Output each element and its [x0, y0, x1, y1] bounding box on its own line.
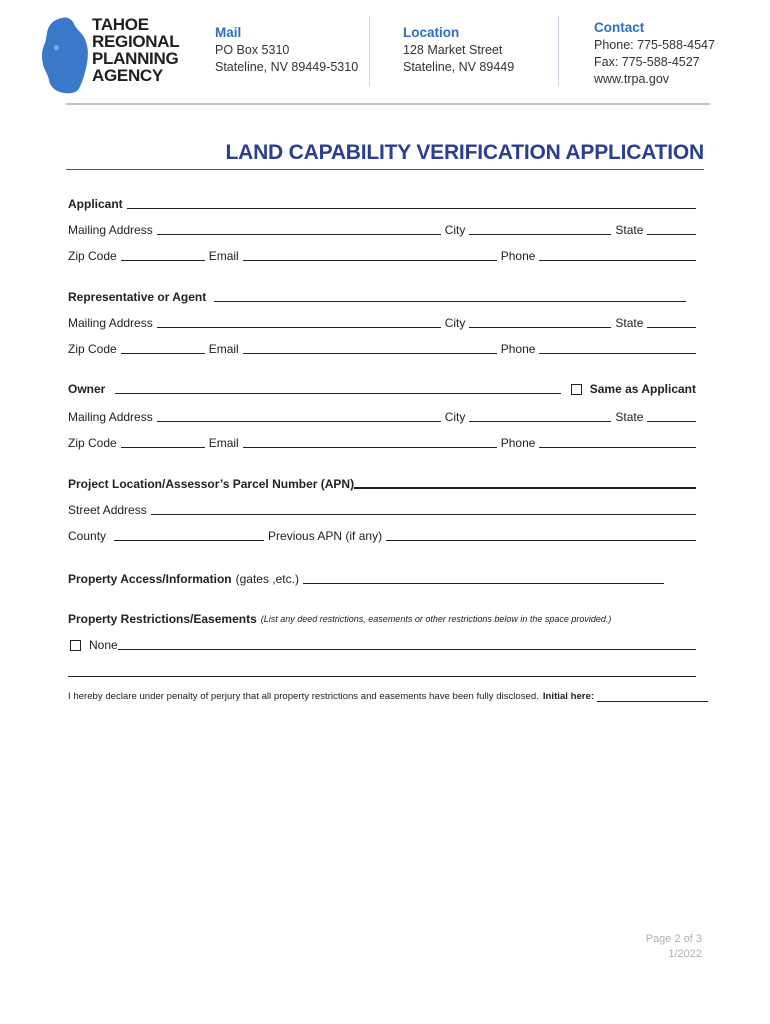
restrictions-label: Property Restrictions/Easements [68, 612, 257, 626]
phone-label: Phone [500, 436, 536, 450]
previous-apn-label: Previous APN (if any) [268, 529, 383, 543]
representative-field[interactable] [214, 301, 686, 302]
declaration-row [68, 690, 708, 704]
restrictions-row [68, 611, 696, 627]
city-field[interactable] [469, 421, 611, 422]
header-divider [558, 16, 559, 86]
email-label: Email [208, 436, 239, 450]
restrictions-extra-field[interactable] [68, 676, 696, 677]
initial-here-label: Initial here: [542, 691, 595, 702]
same-as-applicant-checkbox[interactable] [571, 384, 582, 395]
agency-name-line: AGENCY [92, 66, 163, 85]
page-title: LAND CAPABILITY VERIFICATION APPLICATION [225, 141, 704, 164]
phone-field[interactable] [539, 353, 696, 354]
location-info [403, 24, 514, 76]
mailing-address-field[interactable] [157, 234, 441, 235]
agency-name-line: TAHOE [92, 15, 149, 34]
email-label: Email [208, 342, 239, 356]
project-location-label: Project Location/Assessor’s Parcel Number (APN) [68, 477, 355, 491]
email-field[interactable] [243, 260, 497, 261]
city-field[interactable] [469, 234, 611, 235]
owner-contact-row [68, 435, 696, 451]
street-address-field[interactable] [151, 514, 696, 515]
none-row [68, 637, 696, 653]
revision-date: 1/2022 [668, 948, 702, 960]
agency-name [92, 16, 179, 84]
representative-row [68, 289, 696, 305]
applicant-address-row [68, 222, 696, 238]
applicant-row [68, 196, 696, 212]
restrictions-note: (List any deed restrictions, easements or other restrictions below in the space provided.) [260, 614, 612, 624]
property-access-note: (gates ,etc.) [235, 572, 299, 586]
phone-field[interactable] [539, 447, 696, 448]
city-label: City [444, 410, 466, 424]
owner-row [68, 381, 696, 397]
mailing-address-label: Mailing Address [68, 316, 153, 330]
phone-field[interactable] [539, 260, 696, 261]
declaration-text: I hereby declare under penalty of perjury that all property restrictions and easements have been fully disclosed. [68, 691, 539, 702]
state-field[interactable] [647, 327, 696, 328]
county-label: County [68, 529, 107, 543]
location-line-2: Stateline, NV 89449 [403, 60, 515, 74]
city-field[interactable] [469, 327, 611, 328]
property-access-row [68, 571, 696, 587]
applicant-contact-row [68, 248, 696, 264]
contact-info [594, 19, 715, 88]
email-field[interactable] [243, 353, 497, 354]
contact-phone: Phone: 775-588-4547 [594, 38, 715, 52]
title-rule [66, 169, 704, 170]
zip-code-label: Zip Code [68, 249, 117, 263]
phone-label: Phone [500, 249, 536, 263]
email-label: Email [208, 249, 239, 263]
zip-code-label: Zip Code [68, 342, 117, 356]
agency-name-line: PLANNING [92, 49, 179, 68]
agency-name-line: REGIONAL [92, 32, 180, 51]
restrictions-field[interactable] [118, 649, 696, 650]
street-address-row [68, 502, 696, 518]
property-access-field[interactable] [303, 583, 664, 584]
city-label: City [444, 223, 466, 237]
contact-web-link[interactable]: www.trpa.gov [594, 72, 670, 86]
header-rule [66, 103, 710, 105]
state-field[interactable] [647, 421, 696, 422]
state-field[interactable] [647, 234, 696, 235]
page-footer [646, 932, 702, 962]
mail-info [215, 24, 358, 76]
street-address-label: Street Address [68, 503, 147, 517]
location-line-1: 128 Market Street [403, 43, 503, 57]
applicant-label: Applicant [68, 197, 123, 211]
property-access-label: Property Access/Information [68, 572, 232, 586]
zip-code-field[interactable] [121, 447, 205, 448]
phone-label: Phone [500, 342, 536, 356]
none-checkbox[interactable] [70, 640, 81, 651]
email-field[interactable] [243, 447, 497, 448]
representative-label: Representative or Agent [68, 290, 207, 304]
project-location-row [68, 476, 696, 492]
initial-field[interactable] [597, 701, 708, 702]
same-as-applicant-label: Same as Applicant [589, 382, 696, 396]
state-label: State [615, 410, 644, 424]
none-label: None [89, 638, 118, 652]
mail-line-2: Stateline, NV 89449-5310 [215, 60, 359, 74]
tahoe-lake-logo-icon [40, 16, 90, 94]
representative-address-row [68, 315, 696, 331]
page-number: Page 2 of 3 [645, 933, 702, 945]
mail-heading: Mail [215, 25, 242, 40]
zip-code-label: Zip Code [68, 436, 117, 450]
mail-line-1: PO Box 5310 [215, 43, 290, 57]
mailing-address-label: Mailing Address [68, 223, 153, 237]
contact-fax: Fax: 775-588-4527 [594, 55, 700, 69]
mailing-address-field[interactable] [157, 421, 441, 422]
owner-address-row [68, 409, 696, 425]
header-divider [369, 16, 370, 86]
previous-apn-field[interactable] [386, 540, 696, 541]
state-label: State [615, 316, 644, 330]
county-row [68, 528, 696, 544]
mailing-address-label: Mailing Address [68, 410, 153, 424]
mailing-address-field[interactable] [157, 327, 441, 328]
representative-contact-row [68, 341, 696, 357]
location-heading: Location [403, 25, 460, 40]
apn-field[interactable] [354, 487, 696, 489]
zip-code-field[interactable] [121, 260, 205, 261]
zip-code-field[interactable] [121, 353, 205, 354]
owner-field[interactable] [115, 393, 560, 394]
restrictions-extra-row [68, 664, 696, 680]
contact-heading: Contact [594, 20, 645, 35]
city-label: City [444, 316, 466, 330]
applicant-field[interactable] [127, 208, 696, 209]
state-label: State [615, 223, 644, 237]
county-field[interactable] [114, 540, 264, 541]
owner-label: Owner [68, 382, 106, 396]
